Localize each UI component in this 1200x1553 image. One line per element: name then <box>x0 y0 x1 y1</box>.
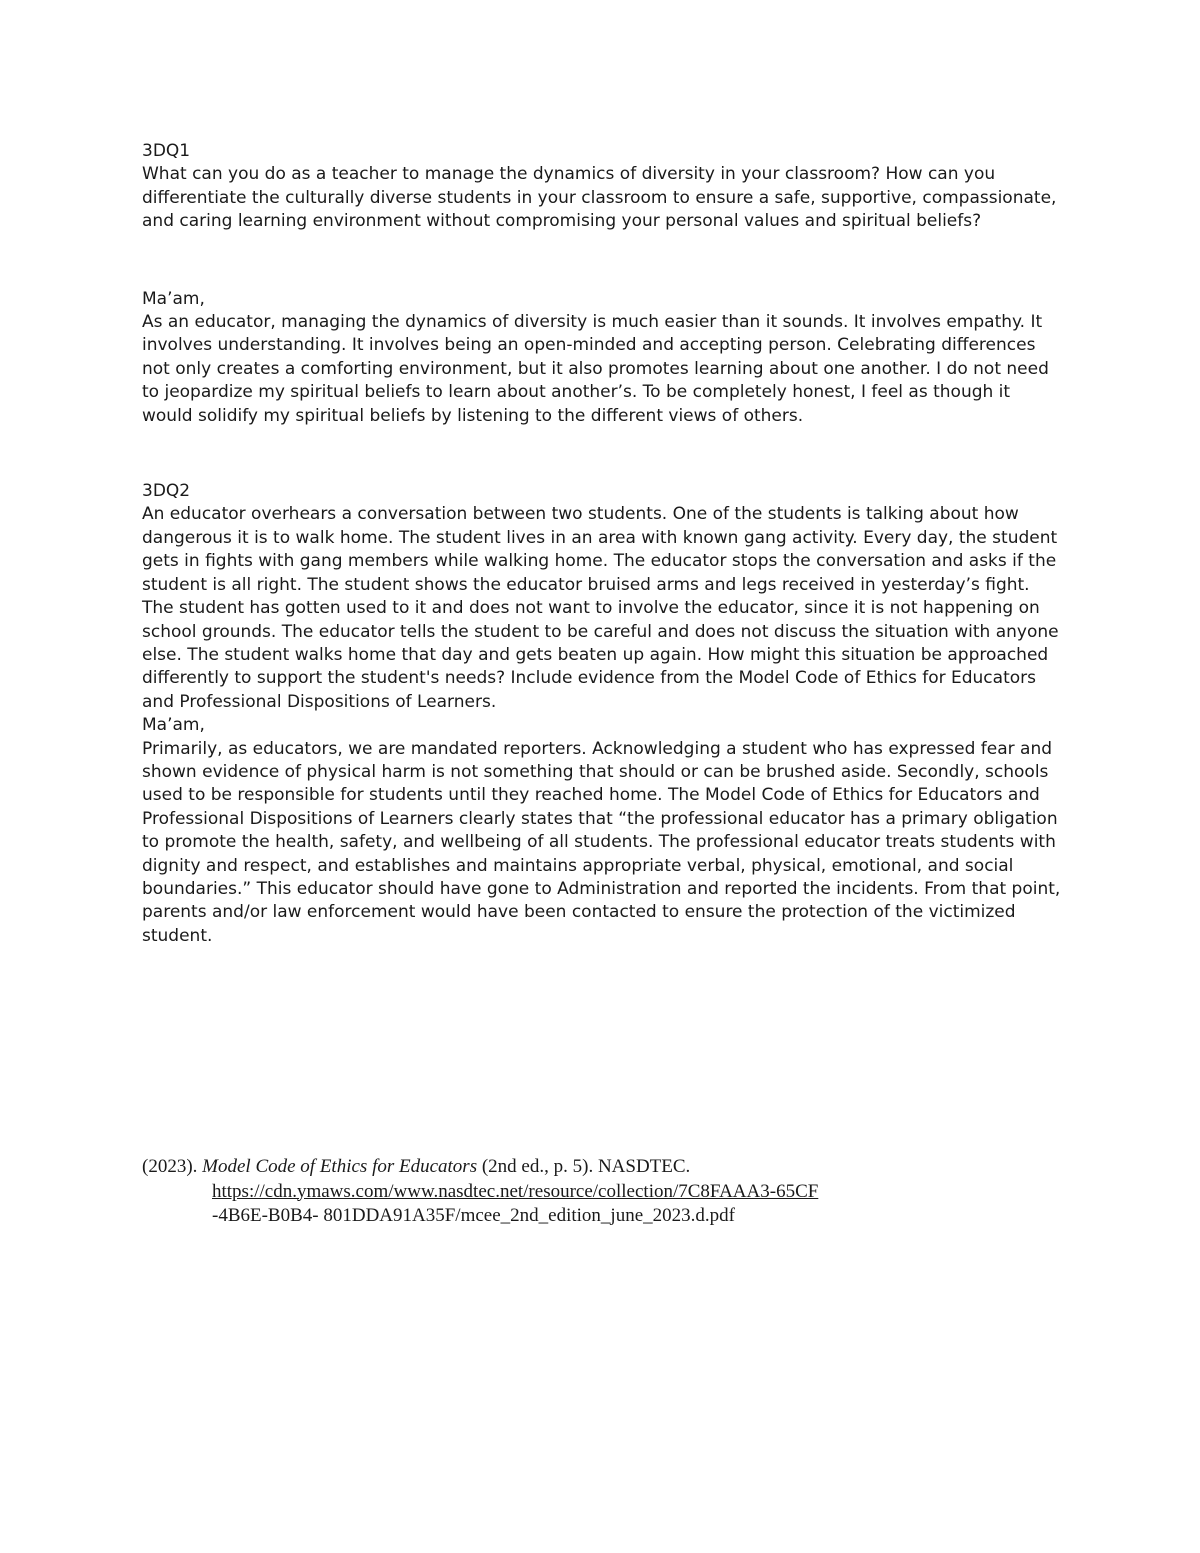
reference-url-line-2: -4B6E-B0B4- 801DDA91A35F/mcee_2nd_edition_june_2023.d.pdf <box>212 1205 735 1226</box>
reference-line <box>142 1155 1062 1180</box>
q2-question: An educator overhears a conversation between two students. One of the students is talking about how dangerous it is to walk home. The student lives in an area with known gang activity. Every day, the student gets in fights with gang members while walking home. The educator stops the conversation and asks if the student is all right. The student shows the educator bruised arms and legs received in yesterday’s fight. The student has gotten used to it and does not want to involve the educator, since it is not happening on school grounds. The educator tells the student to be careful and does not discuss the situation with anyone else. The student walks home that day and gets beaten up again. How might this situation be approached differently to support the student's needs? Include evidence from the Model Code of Ethics for Educators and Professional Dispositions of Learners. <box>142 504 1059 712</box>
q1-answer: As an educator, managing the dynamics of diversity is much easier than it sounds. It involves empathy. It involves understanding. It involves being an open-minded and accepting person. Celebrating differences not only creates a comforting environment, but it also promotes learning about one another. I do not need to jeopardize my spiritual beliefs to learn about another’s. To be completely honest, I feel as though it would solidify my spiritual beliefs by listening to the different views of others. <box>142 312 1049 426</box>
q2-heading: 3DQ2 <box>142 481 191 502</box>
q2-salutation: Ma’am, <box>142 715 205 736</box>
reference-details: (2nd ed., p. 5). NASDTEC. <box>481 1156 691 1177</box>
q2-answer: Primarily, as educators, we are mandated reporters. Acknowledging a student who has expressed fear and shown evidence of physical harm is not something that should or can be brushed aside. Secondly, schools used to be responsible for students until they reached home. The Model Code of Ethics for Educators and Professional Dispositions of Learners clearly states that “the professional educator has a primary obligation to promote the health, safety, and wellbeing of all students. The professional educator treats students with dignity and respect, and establishes and maintains appropriate verbal, physical, emotional, and social boundaries.” This educator should have gone to Administration and reported the incidents. From that point, parents and/or law enforcement would have been contacted to ensure the protection of the victimized student. <box>142 738 1061 946</box>
q1-salutation: Ma’am, <box>142 288 205 309</box>
reference-year: (2023). <box>142 1156 198 1177</box>
q1-heading: 3DQ1 <box>142 141 191 161</box>
reference-entry <box>142 1155 1062 1229</box>
reference-title: Model Code of Ethics for Educators <box>202 1156 478 1177</box>
document-body <box>142 140 1062 948</box>
reference-url-line-1 <box>142 1180 1062 1205</box>
q1-question: What can you do as a teacher to manage the dynamics of diversity in your classroom? How can you differentiate the culturally diverse students in your classroom to ensure a safe, supportive, compassionate, and caring learning environment without compromising your personal values and spiritual beliefs? <box>142 164 1057 232</box>
spacer <box>142 234 1062 288</box>
reference-url-link[interactable]: https://cdn.ymaws.com/www.nasdtec.net/resource/collection/7C8FAAA3-65CF <box>212 1180 819 1202</box>
spacer <box>142 428 1062 480</box>
